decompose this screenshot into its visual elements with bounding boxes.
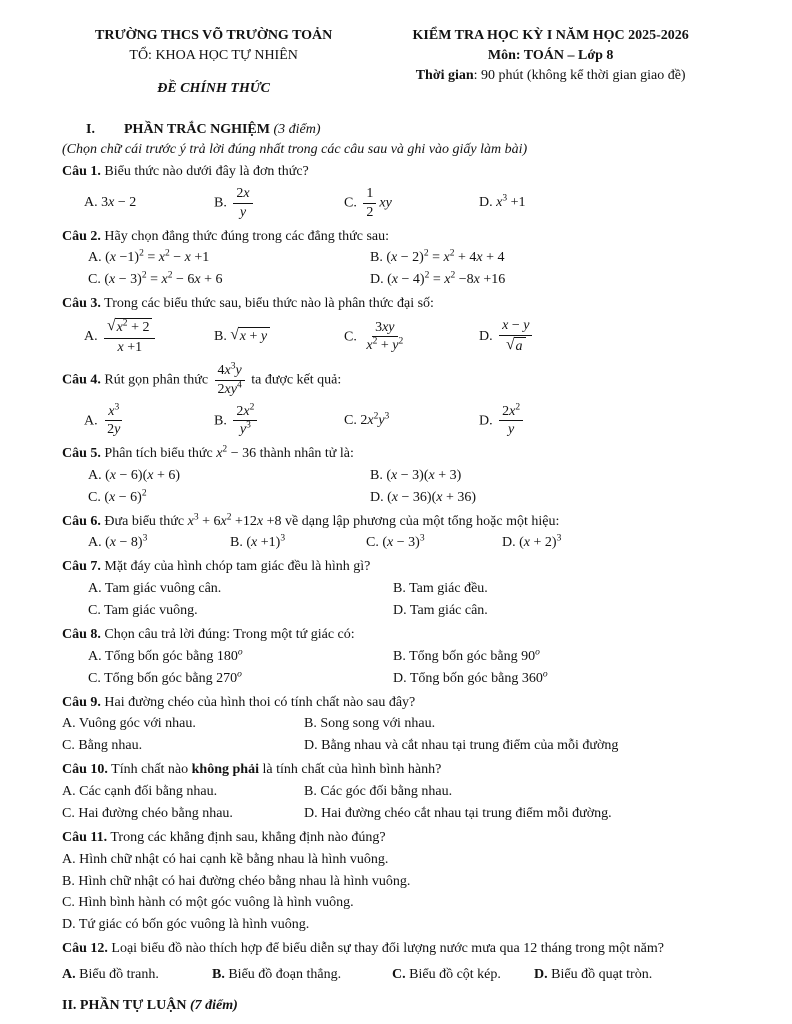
exam-duration [365,66,736,86]
exam-header [62,26,736,99]
question-1-options [62,183,736,223]
question-8-option-D-label: D. [393,670,407,686]
question-10-prompt: Câu 10. Tính chất nào không phải là tính chất của hình bình hành? [62,762,442,778]
question-10-options [62,781,736,825]
question-5-option-B: B. (x − 3)(x + 3) [370,467,462,483]
question-9 [62,693,736,758]
exam-type-label: ĐỀ CHÍNH THỨC [157,80,271,96]
question-4-option-D-label: D. [479,413,493,428]
question-1-option-C-label: C. [344,195,357,211]
exam-duration-label: Thời gian [415,67,474,83]
question-7-option-D-label: D. [393,603,407,619]
question-12-option-C-label: C. [392,967,406,983]
question-10-option-C: C. Hai đường chéo bằng nhau. [62,805,233,821]
question-2-option-D-label: D. [370,272,384,288]
question-7-option-C: C. Tam giác vuông. [88,603,198,619]
question-5-option-B-label: B. [370,467,383,483]
question-8-label: Câu 8. [62,626,101,642]
question-12 [62,939,736,986]
question-5-option-C: C. $(x - 6)^2$ [88,488,147,505]
question-8-option-C-label: C. [88,670,101,686]
question-6-options [62,532,736,554]
question-1 [62,162,736,223]
question-10 [62,760,736,825]
question-4-option-C-label: C. [344,412,357,428]
question-3-option-D-label: D. [479,328,493,344]
question-1-label: Câu 1. [62,164,101,180]
question-12-option-A: A. Biểu đồ tranh. [62,967,159,983]
question-7-option-A-label: A. [88,581,102,597]
question-6 [62,512,736,555]
question-9-option-B: B. Song song với nhau. [304,716,436,732]
question-7-option-C-label: C. [88,603,101,619]
question-2-option-B: B. $(x - 2)^2 = x^2 + 4x + 4$ [370,248,505,266]
question-11-option-A-label: A. [62,851,76,867]
section-mc-numeral: I. [86,121,95,137]
exam-title-block [365,26,736,99]
question-2-option-A-label: A. [88,250,102,266]
question-4-option-A: A. $\frac{x^3}{2y}$ [84,401,121,438]
question-1-option-A: A. 3x − 2 [84,195,137,211]
question-11-option-C: C. Hình bình hành có một góc vuông là hình vuông. [62,895,354,911]
school-block [62,26,365,99]
questions-list [62,162,736,986]
question-11-options [62,849,736,937]
question-9-prompt: Câu 9. Hai đường chéo của hình thoi có tính chất nào sau đây? [62,694,416,710]
question-4-option-B-label: B. [214,413,227,428]
question-10-option-B: B. Các góc đối bằng nhau. [304,784,453,800]
question-5-option-C-label: C. [88,489,101,505]
question-4 [62,361,736,441]
question-8-option-C: C. Tổng bốn góc bằng 270$^o$ [88,669,242,686]
question-5-option-A-label: A. [88,467,102,483]
question-8-option-A: A. Tổng bốn góc bằng 180$^o$ [88,647,243,664]
question-8-option-D: D. Tổng bốn góc bằng 360$^o$ [393,669,548,686]
question-1-option-D-label: D. [479,195,493,211]
question-4-label: Câu 4. [62,372,101,388]
question-7-option-D: D. Tam giác cân. [393,603,488,619]
question-9-option-A: A. Vuông góc với nhau. [62,716,196,732]
section-mc-points: (3 điểm) [273,121,321,137]
question-3-option-A-label: A. [84,328,98,344]
question-5-option-A: A. (x − 6)(x + 6) [88,467,181,483]
question-1-option-B: B. $\frac{2x}{y}$ [214,183,344,223]
question-12-option-A-label: A. [62,967,76,983]
question-8-options [62,646,736,690]
question-1-option-D: D. $x^3 +1$ [479,193,526,211]
question-3 [62,294,736,358]
question-12-label: Câu 12. [62,941,108,957]
question-3-option-D: D. x − y √ a [479,315,736,358]
question-3-option-B: B. √ x + y [214,326,344,348]
school-name: TRƯỜNG THCS VÕ TRƯỜNG TOẢN [95,28,333,43]
question-2-option-C-label: C. [88,272,101,288]
school-department: TỔ: KHOA HỌC TỰ NHIÊN [129,47,298,63]
mc-instruction: (Chọn chữ cái trước ý trả lời đúng nhất trong các câu sau và ghi vào giấy làm bài) [62,141,528,157]
question-4-option-C: C. $2x^2y^3$ [344,411,390,428]
question-7-option-A: A. Tam giác vuông cân. [88,581,222,597]
question-6-option-D-label: D. [502,535,516,551]
section-multiple-choice-heading [62,120,736,140]
question-6-option-A-label: A. [88,535,102,551]
question-10-option-A-label: A. [62,784,76,800]
question-9-option-A-label: A. [62,716,76,732]
question-6-option-C-label: C. [366,535,379,551]
question-11-option-C-label: C. [62,895,75,911]
question-2-option-A: A. $(x -1)^2 = x^2 - x +1$ [88,248,210,266]
question-11 [62,828,736,936]
question-11-option-B: B. Hình chữ nhật có hai đường chéo bằng nhau là hình vuông. [62,873,411,889]
question-12-option-B-label: B. [212,967,225,983]
question-2-options [62,247,736,291]
question-1-option-B-label: B. [214,195,227,211]
question-2 [62,227,736,292]
question-4-options [62,401,736,441]
question-12-option-D: D. Biểu đồ quạt tròn. [534,967,653,983]
question-9-option-C: C. Bằng nhau. [62,738,143,754]
question-11-option-B-label: B. [62,873,75,889]
question-2-option-B-label: B. [370,250,383,266]
question-6-option-B: B. $(x +1)^3$ [230,533,286,551]
question-6-option-D: D. $(x + 2)^3$ [502,533,562,551]
question-6-option-B-label: B. [230,535,243,551]
question-8 [62,625,736,690]
question-7-label: Câu 7. [62,559,101,575]
section-essay-title: II. PHẦN TỰ LUẬN [62,997,187,1013]
question-4-option-D: D. $\frac{2x^2}{y}$ [479,401,736,441]
exam-subject: Môn: TOÁN – Lớp 8 [487,47,614,63]
question-2-label: Câu 2. [62,228,101,244]
question-9-label: Câu 9. [62,694,101,710]
exam-duration-detail: : 90 phút (không kể thời gian giao đề) [473,67,686,83]
question-11-label: Câu 11. [62,829,108,845]
question-12-prompt: Câu 12. Loại biểu đồ nào thích hợp để biểu diễn sự thay đổi lượng nước mưa qua 12 tháng trong một năm? [62,941,664,957]
exam-title: KIỂM TRA HỌC KỲ I NĂM HỌC 2025-2026 [412,28,689,43]
question-4-option-B: B. $\frac{2x^2}{y^3}$ [214,401,344,441]
question-5-option-D-label: D. [370,489,384,505]
question-5-options [62,465,736,509]
question-8-prompt: Câu 8. Chọn câu trả lời đúng: Trong một tứ giác có: [62,626,355,642]
question-10-label: Câu 10. [62,762,108,778]
question-1-option-C: C. $\frac{1}{2}$ xy [344,186,392,220]
question-6-option-C: C. $(x - 3)^3$ [366,533,425,551]
question-3-prompt: Câu 3. Trong các biểu thức sau, biểu thức nào là phân thức đại số: [62,296,434,312]
section-mc-title: PHẦN TRẮC NGHIỆM [124,121,270,137]
question-9-option-D-label: D. [304,738,318,754]
question-10-option-D-label: D. [304,805,318,821]
question-12-option-B: B. Biểu đồ đoạn thẳng. [212,967,342,983]
question-9-option-D: D. Bằng nhau và cắt nhau tại trung điểm của mỗi đường [304,738,619,754]
question-7-prompt: Câu 7. Mặt đáy của hình chóp tam giác đều là hình gì? [62,559,371,575]
question-7-option-B-label: B. [393,581,406,597]
question-3-option-B-label: B. [214,328,227,344]
question-11-prompt: Câu 11. Trong các khẳng định sau, khẳng định nào đúng? [62,829,386,845]
question-3-label: Câu 3. [62,296,101,312]
question-1-prompt: Câu 1. Biểu thức nào dưới đây là đơn thức? [62,164,309,180]
question-5-label: Câu 5. [62,445,101,461]
question-3-option-C-label: C. [344,328,357,344]
question-7-option-B: B. Tam giác đều. [393,581,488,597]
question-8-option-B: B. Tổng bốn góc bằng 90$^o$ [393,647,540,664]
question-12-option-D-label: D. [534,967,548,983]
question-3-options [62,315,736,358]
question-10-option-B-label: B. [304,784,317,800]
question-10-option-D: D. Hai đường chéo cắt nhau tại trung điểm mỗi đường. [304,805,612,821]
question-3-option-A: A. √ $x^2 + 2$ x +1 [84,315,214,358]
question-8-option-B-label: B. [393,648,406,664]
question-8-option-A-label: A. [88,648,102,664]
question-4-prompt: Câu 4. Rút gọn phân thức $\frac{4x^3y}{2xy^4}$ ta được kết quả: [62,361,342,397]
question-9-options [62,713,736,757]
question-2-option-C: C. $(x - 3)^2 = x^2 - 6x + 6$ [88,270,223,288]
question-10-option-C-label: C. [62,805,75,821]
question-5-option-D: D. (x − 36)(x + 36) [370,489,477,505]
question-10-option-A: A. Các cạnh đối bằng nhau. [62,784,218,800]
question-7-options [62,578,736,622]
question-12-options [62,964,736,986]
question-5-prompt: Câu 5. Phân tích biểu thức $x^2 - 36$ thành nhân tử là: [62,444,354,461]
question-3-option-C: C. $\frac{3xy}{x^2 + y^2}$ [344,319,404,354]
question-7 [62,557,736,622]
question-4-option-A-label: A. [84,413,98,428]
section-essay-heading [62,996,736,1024]
question-6-prompt: Câu 6. Đưa biểu thức $x^3 + 6x^2 +12x +8$ về dạng lập phương của một tổng hoặc một hiệu: [62,511,560,529]
question-2-option-D: D. $(x - 4)^2 = x^2 -8x +16$ [370,270,506,288]
question-6-option-A: A. $(x - 8)^3$ [88,533,148,551]
question-12-option-C: C. Biểu đồ cột kép. [392,967,501,983]
question-5 [62,444,736,509]
question-6-label: Câu 6. [62,513,101,529]
question-9-option-B-label: B. [304,716,317,732]
question-11-option-D-label: D. [62,917,76,933]
question-11-option-A: A. Hình chữ nhật có hai cạnh kề bằng nhau là hình vuông. [62,851,389,867]
question-2-prompt: Câu 2. Hãy chọn đẳng thức đúng trong các đẳng thức sau: [62,228,389,244]
section-essay-points: (7 điểm) [189,997,238,1013]
question-1-option-A-label: A. [84,195,98,211]
question-9-option-C-label: C. [62,738,75,754]
question-11-option-D: D. Tứ giác có bốn góc vuông là hình vuông. [62,917,310,933]
